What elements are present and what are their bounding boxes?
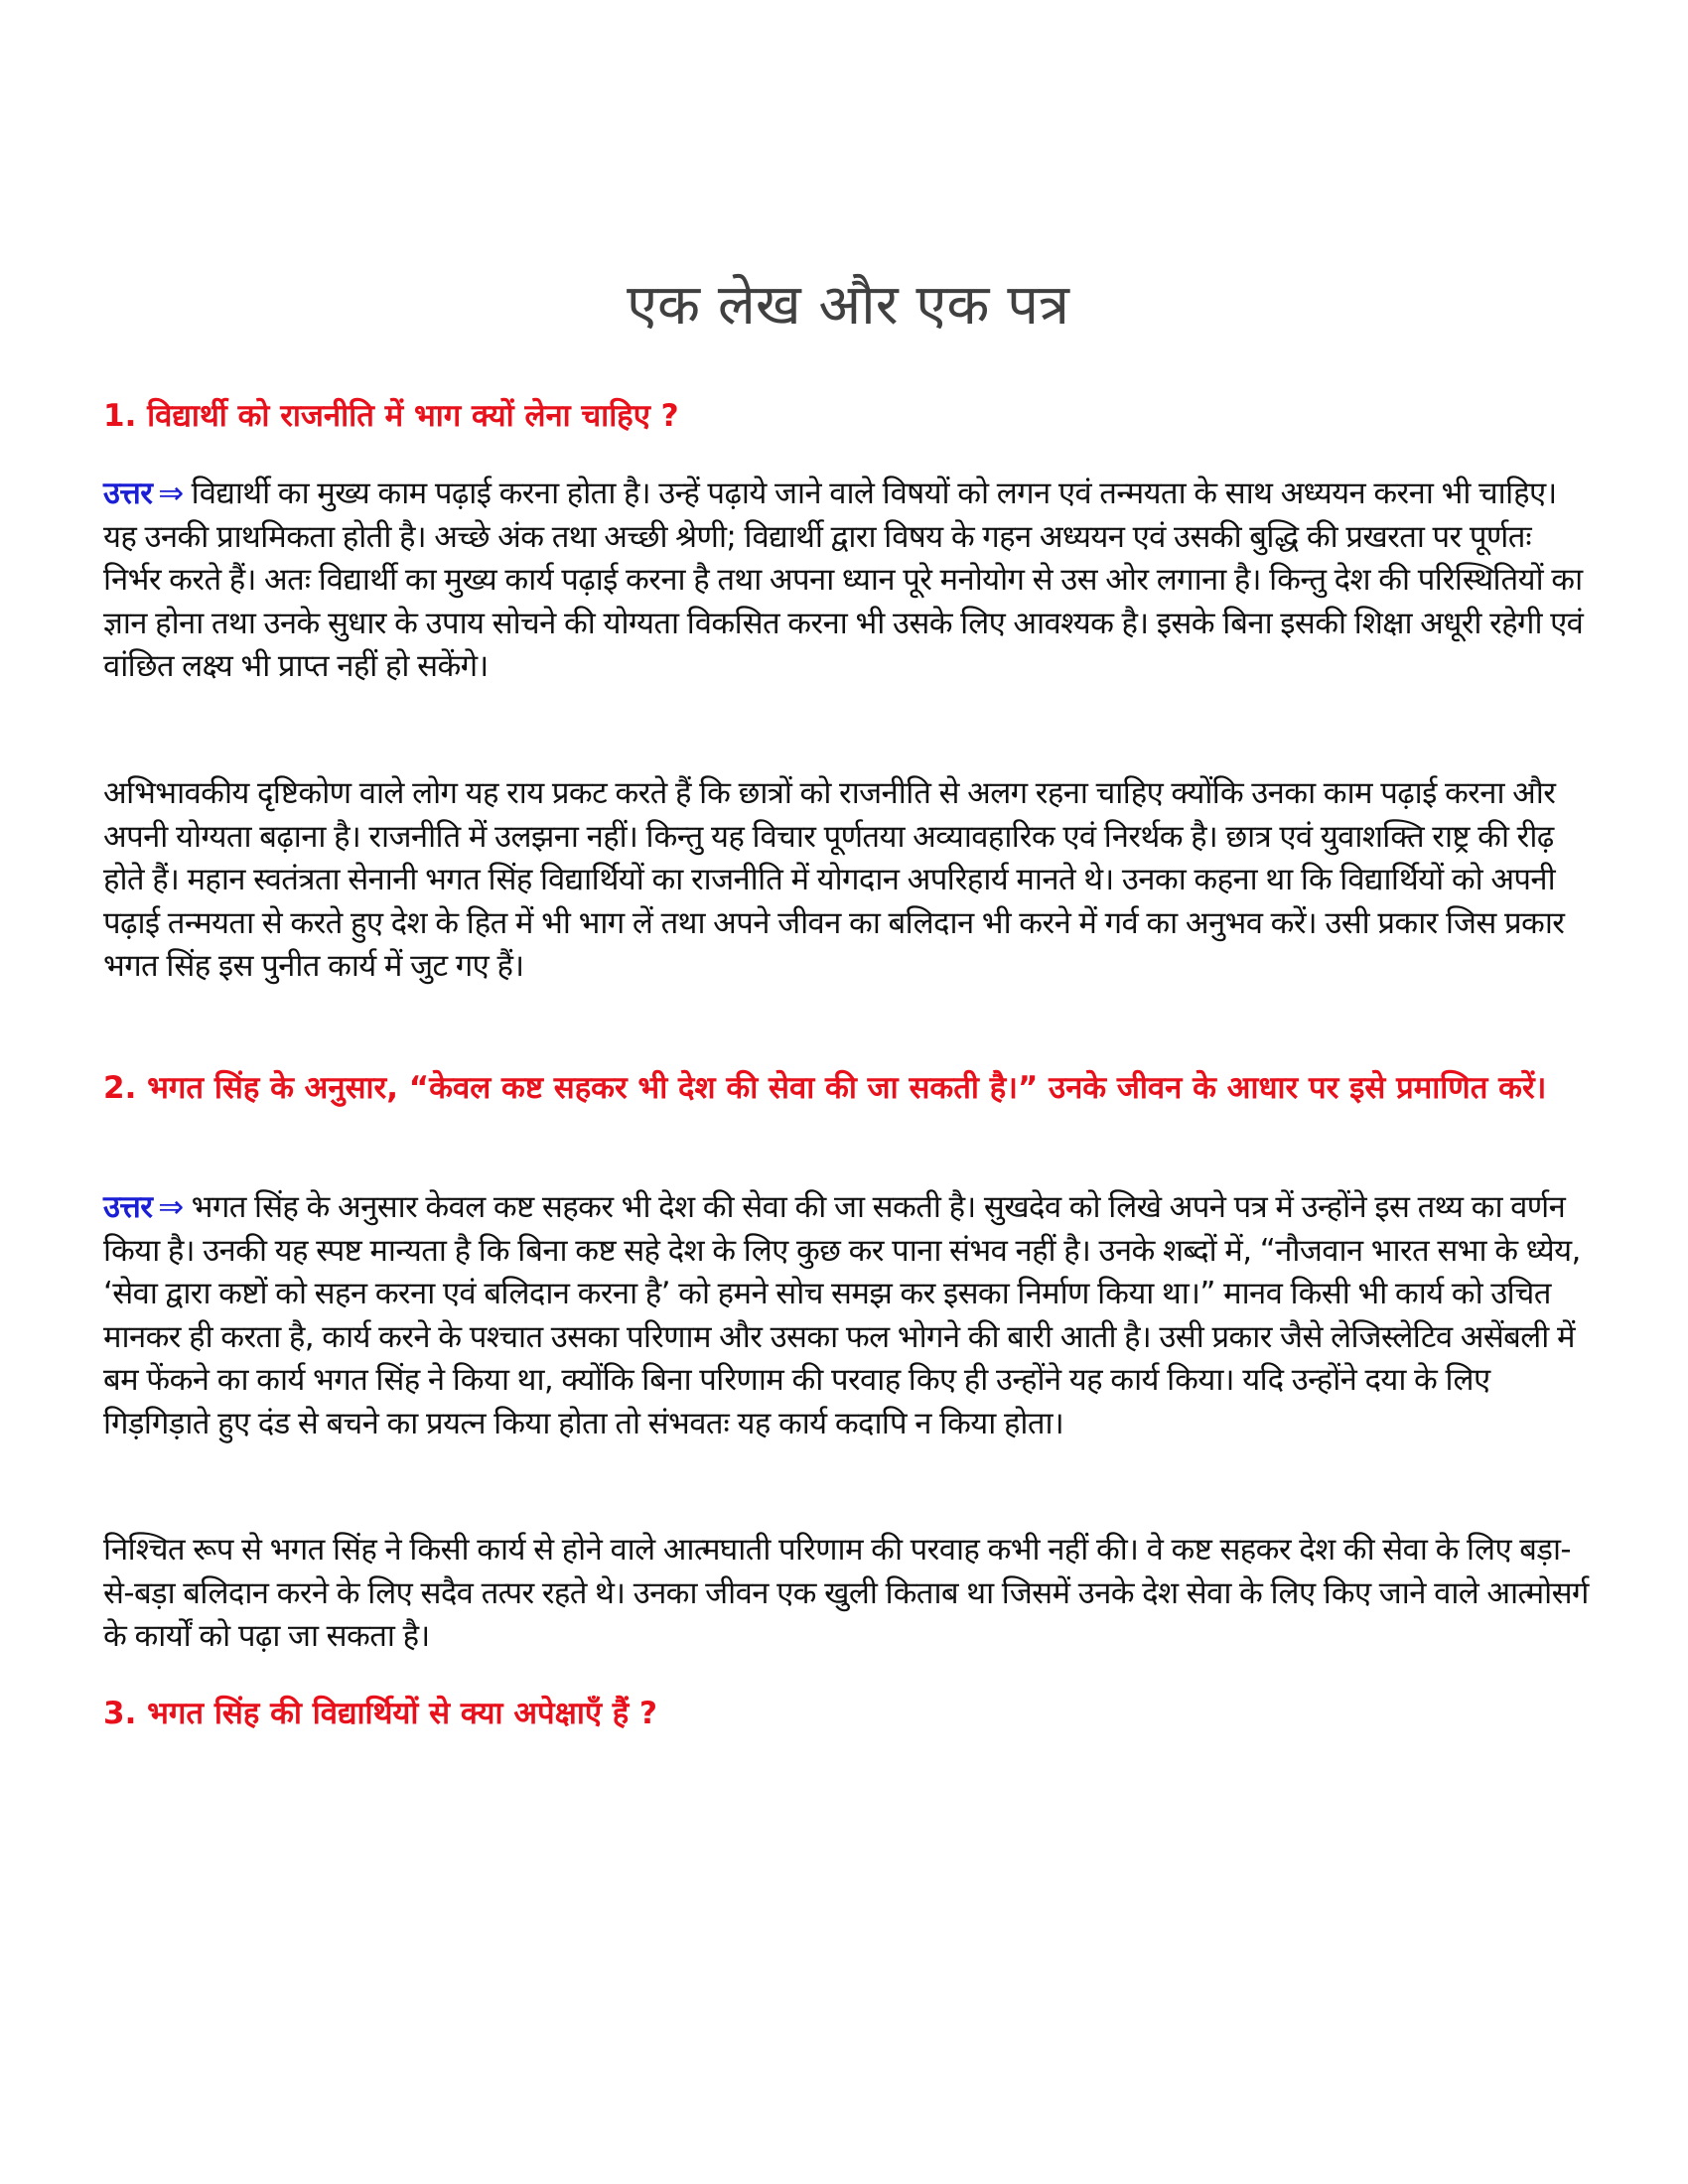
- answer-text: विद्यार्थी का मुख्य काम पढ़ाई करना होता है। उन्हें पढ़ाये जाने वाले विषयों को लगन एवं तन्मयता के साथ अध्ययन करना भी चाहिए। यह उनकी प्राथमिकता होती है। अच्छे अंक तथा अच्छी श्रेणी; विद्यार्थी द्वारा विषय के गहन अध्ययन एवं उसकी बुद्धि की प्रखरता पर पूर्णतः निर्भर करते हैं। अतः विद्यार्थी का मुख्य कार्य पढ़ाई करना है तथा अपना ध्यान पूरे मनोयोग से उस ओर लगाना है। किन्तु देश की परिस्थितियों का ज्ञान होना तथा उनके सुधार के उपाय सोचने की योग्यता विकसित करना भी उसके लिए आवश्यक है। इसके बिना इसकी शिक्षा अधूरी रहेगी एवं वांछित लक्ष्य भी प्राप्त नहीं हो सकेंगे।: [103, 476, 1584, 684]
- question-heading: 2. भगत सिंह के अनुसार, “केवल कष्ट सहकर भी देश की सेवा की जा सकती है।” उनके जीवन के आधार पर इसे प्रमाणित करें।: [103, 1070, 1547, 1106]
- answer-label: उत्तर: [103, 1189, 153, 1225]
- answer-text: भगत सिंह के अनुसार केवल कष्ट सहकर भी देश की सेवा की जा सकती है। सुखदेव को लिखे अपने पत्र में उन्होंने इस तथ्य का वर्णन किया है। उनकी यह स्पष्ट मान्यता है कि बिना कष्ट सहे देश के लिए कुछ कर पाना संभव नहीं है। उनके शब्दों में, “नौजवान भारत सभा के ध्येय, ‘सेवा द्वारा कष्टों को सहन करना एवं बलिदान करना है’ को हमने सोच समझ कर इसका निर्माण किया था।” मानव किसी भी कार्य को उचित मानकर ही करता है, कार्य करने के पश्चात उसका परिणाम और उसका फल भोगने की बारी आती है। उसी प्रकार जैसे लेजिस्लेटिव असेंबली में बम फेंकने का कार्य भगत सिंह ने किया था, क्योंकि बिना परिणाम की परवाह किए ही उन्होंने यह कार्य किया। यदि उन्होंने दया के लिए गिड़गिड़ाते हुए दंड से बचने का प्रयत्न किया होता तो संभवतः यह कार्य कदापि न किया होता।: [103, 1189, 1581, 1441]
- question-block-2: [103, 1067, 1593, 1110]
- answer-block-2b: [103, 1529, 1593, 1659]
- page-title: एक लेख और एक पत्र: [627, 272, 1069, 338]
- answer-block-2: [103, 1186, 1593, 1445]
- answer-block-1: [103, 473, 1593, 689]
- answer-paragraph: अभिभावकीय दृष्टिकोण वाले लोग यह राय प्रकट करते हैं कि छात्रों को राजनीति से अलग रहना चाहिए क्योंकि उनका काम पढ़ाई करना और अपनी योग्यता बढ़ाना है। राजनीति में उलझना नहीं। किन्तु यह विचार पूर्णतया अव्यावहारिक एवं निरर्थक है। छात्र एवं युवाशक्ति राष्ट्र की रीढ़ होते हैं। महान स्वतंत्रता सेनानी भगत सिंह विद्यार्थियों का राजनीति में योगदान अपरिहार्य मानते थे। उनका कहना था कि विद्यार्थियों को अपनी पढ़ाई तन्मयता से करते हुए देश के हित में भी भाग लें तथा अपने जीवन का बलिदान भी करने में गर्व का अनुभव करें। उसी प्रकार जिस प्रकार भगत सिंह इस पुनीत कार्य में जुट गए हैं।: [103, 775, 1565, 984]
- arrow-right-icon: ⇒: [158, 476, 184, 511]
- answer-paragraph: [103, 473, 1593, 689]
- question-block-1: [103, 395, 1593, 438]
- question-block-3: [103, 1693, 1593, 1735]
- arrow-right-icon: ⇒: [158, 1189, 184, 1225]
- question-heading: 3. भगत सिंह की विद्यार्थियों से क्या अपेक्षाएँ हैं ?: [103, 1696, 658, 1731]
- answer-paragraph: निश्चित रूप से भगत सिंह ने किसी कार्य से होने वाले आत्मघाती परिणाम की परवाह कभी नहीं की। वे कष्ट सहकर देश की सेवा के लिए बड़ा-से-बड़ा बलिदान करने के लिए सदैव तत्पर रहते थे। उनका जीवन एक खुली किताब था जिसमें उनके देश सेवा के लिए किए जाने वाले आत्मोसर्ग के कार्यों को पढ़ा जा सकता है।: [103, 1532, 1589, 1654]
- answer-label: उत्तर: [103, 476, 153, 511]
- answer-paragraph: [103, 1186, 1593, 1445]
- question-heading: 1. विद्यार्थी को राजनीति में भाग क्यों लेना चाहिए ?: [103, 398, 679, 434]
- answer-block-1b: [103, 772, 1593, 989]
